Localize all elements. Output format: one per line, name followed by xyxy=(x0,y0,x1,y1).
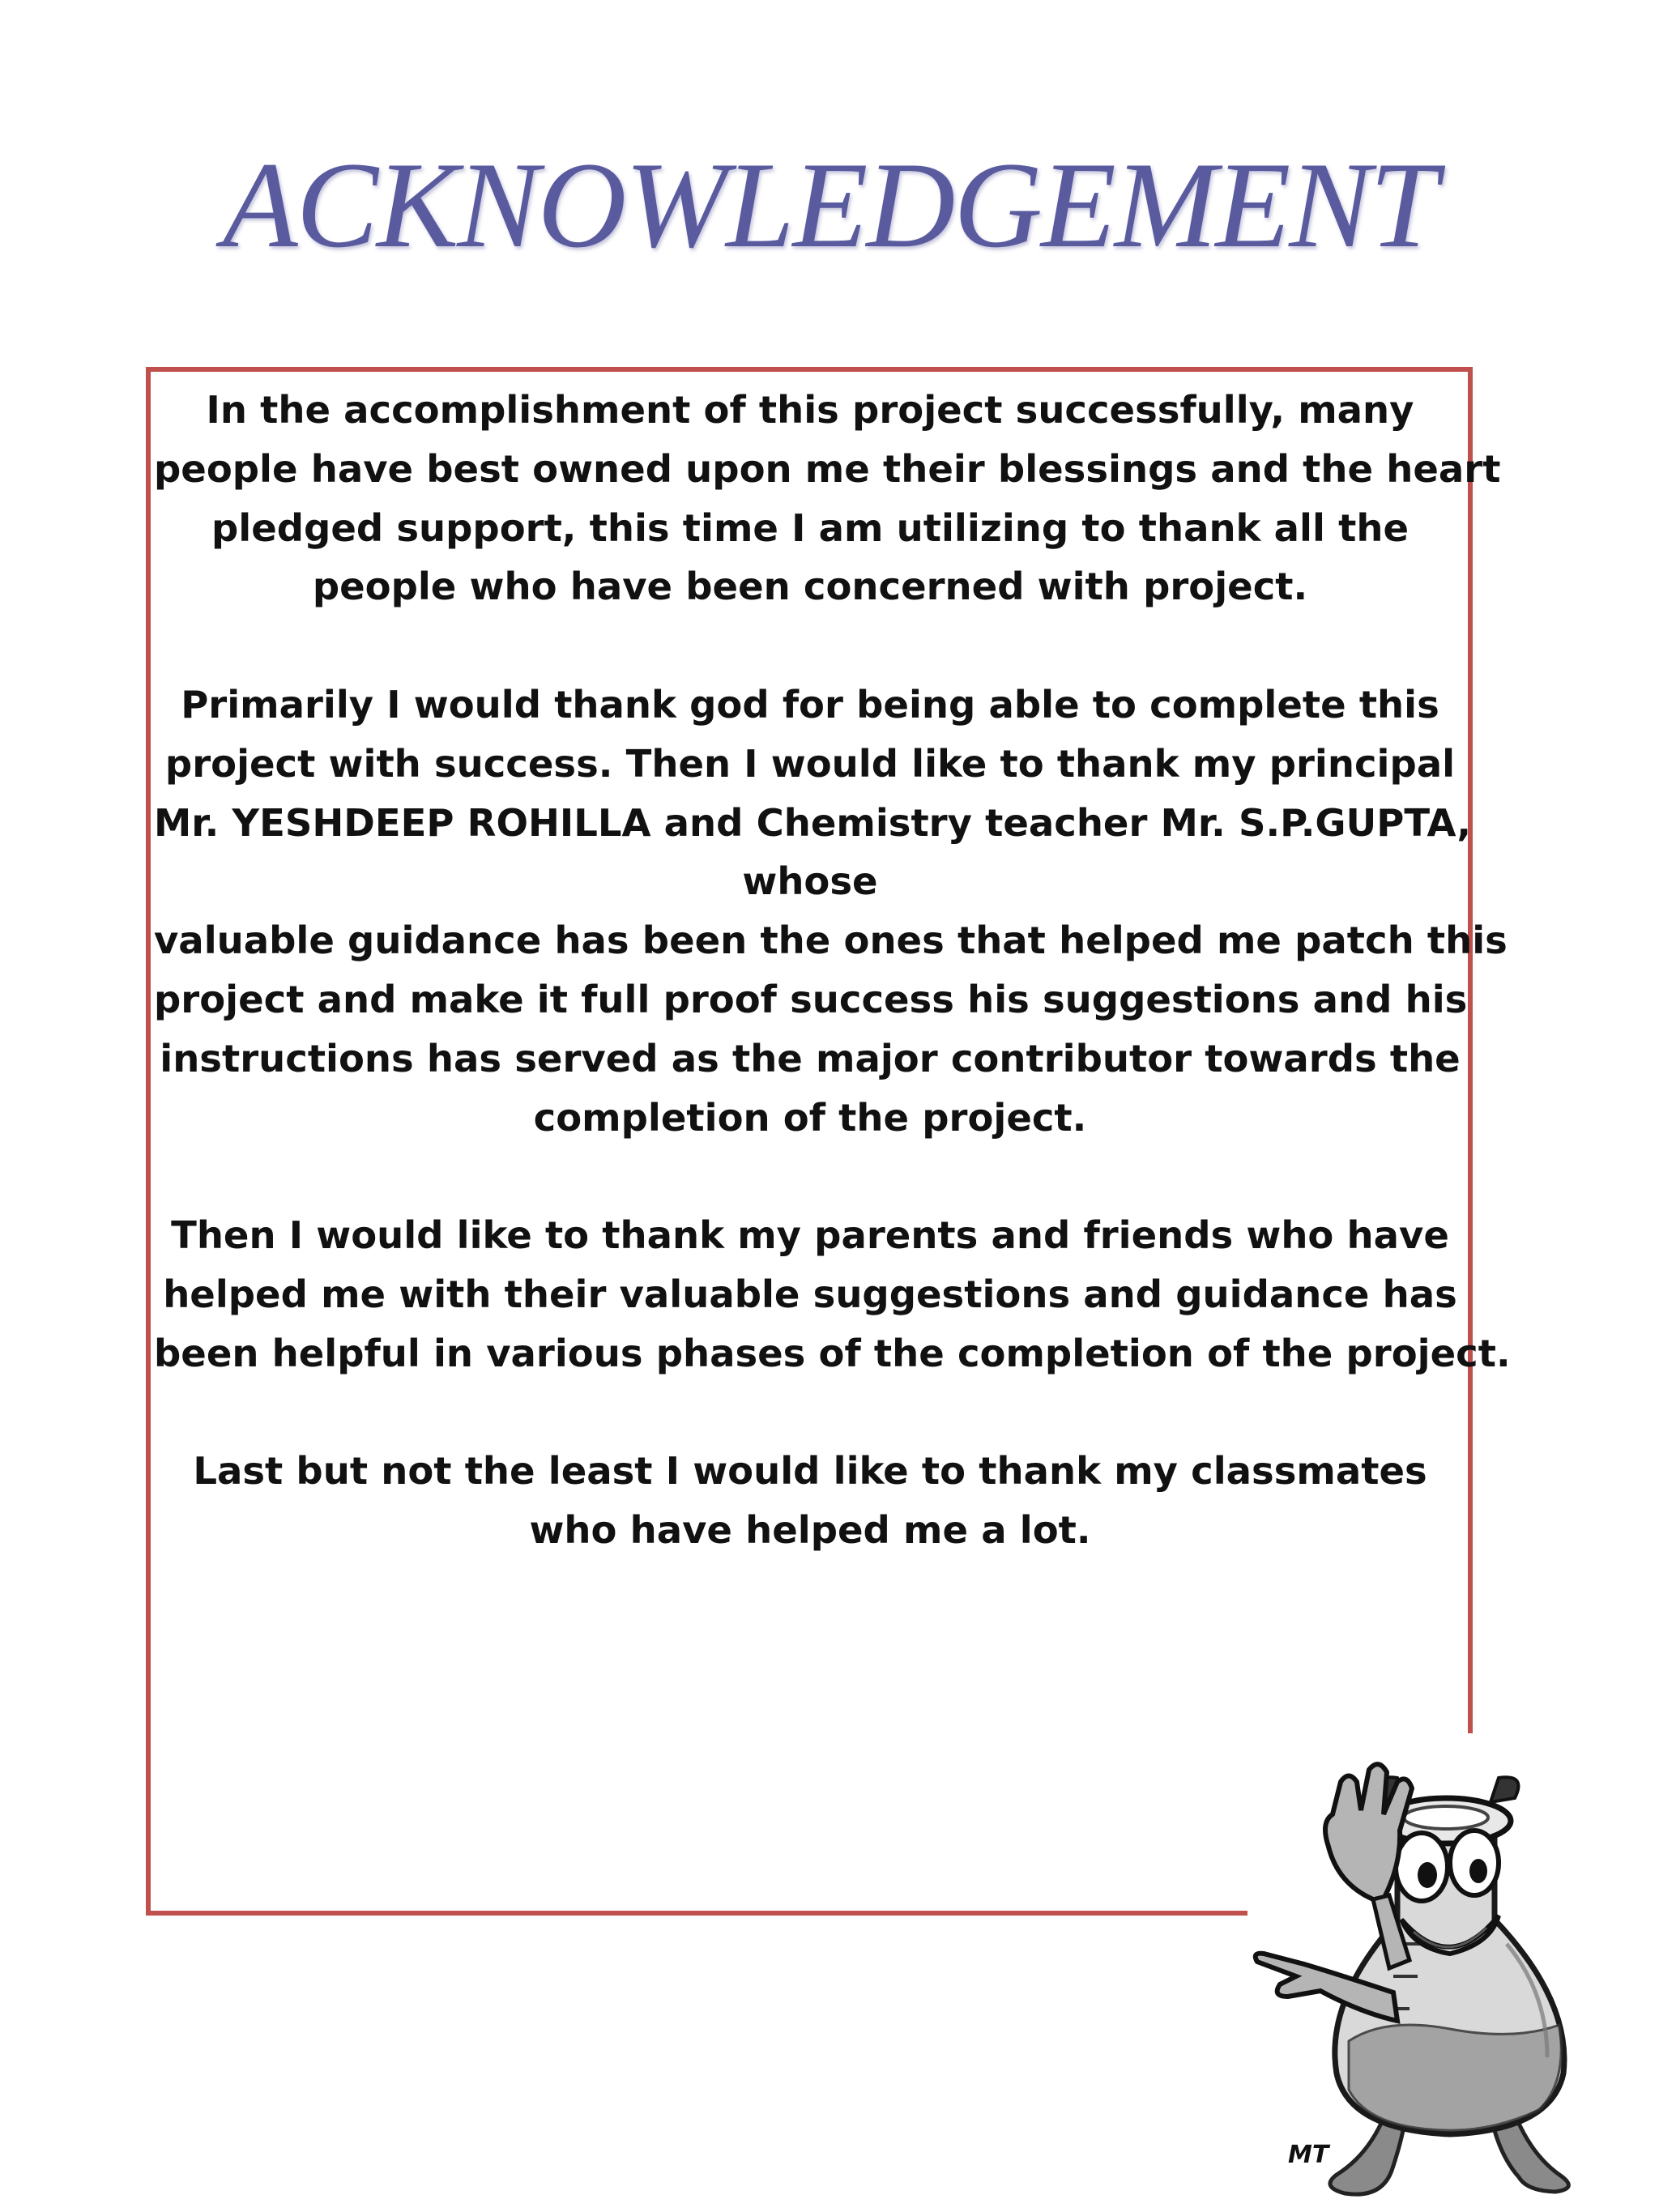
paragraph-2-line-5: valuable guidance has been the ones that helped me patch this xyxy=(154,918,1508,963)
paragraph-2-line-1: Primarily I would thank god for being able to complete this xyxy=(181,682,1439,727)
paragraph-2-line-8: completion of the project. xyxy=(533,1095,1087,1140)
paragraph-2-line-3: Mr. YESHDEEP ROHILLA and Chemistry teacher Mr. S.P.GUPTA, xyxy=(154,800,1472,845)
paragraph-1-line-1: In the accomplishment of this project successfully, many xyxy=(206,388,1414,432)
acknowledgement-body xyxy=(154,381,1511,1560)
page-title: ACKNOWLEDGEMENT xyxy=(222,137,1437,273)
artist-signature: MT xyxy=(1288,2141,1329,2169)
paragraph-spacer xyxy=(154,1147,1466,1206)
paragraph-4-line-1: Last but not the least I would like to thank my classmates xyxy=(193,1449,1427,1494)
paragraph-spacer xyxy=(154,616,1466,676)
paragraph-4-line-2: who have helped me a lot. xyxy=(529,1508,1091,1553)
cartoon-flask-mascot-icon xyxy=(1247,1733,1659,2212)
paragraph-3-line-3: been helpful in various phases of the completion of the project. xyxy=(154,1331,1511,1375)
paragraph-1-line-3: pledged support, this time I am utilizing to thank all the xyxy=(211,505,1409,550)
paragraph-spacer xyxy=(154,1383,1466,1443)
paragraph-3-line-2: helped me with their valuable suggestions and guidance has xyxy=(163,1272,1457,1316)
paragraph-1-line-4: people who have been concerned with project. xyxy=(312,565,1308,609)
paragraph-2-line-7: instructions has served as the major contributor towards the xyxy=(160,1036,1461,1080)
paragraph-3-line-1: Then I would like to thank my parents and friends who have xyxy=(171,1213,1449,1258)
paragraph-2-line-4: whose xyxy=(742,859,878,904)
paragraph-2-line-2: project with success. Then I would like to thank my principal xyxy=(164,741,1456,786)
paragraph-1-line-2: people have best owned upon me their blessings and the heart xyxy=(154,446,1501,491)
paragraph-2-line-6: project and make it full proof success his suggestions and his xyxy=(154,977,1468,1021)
